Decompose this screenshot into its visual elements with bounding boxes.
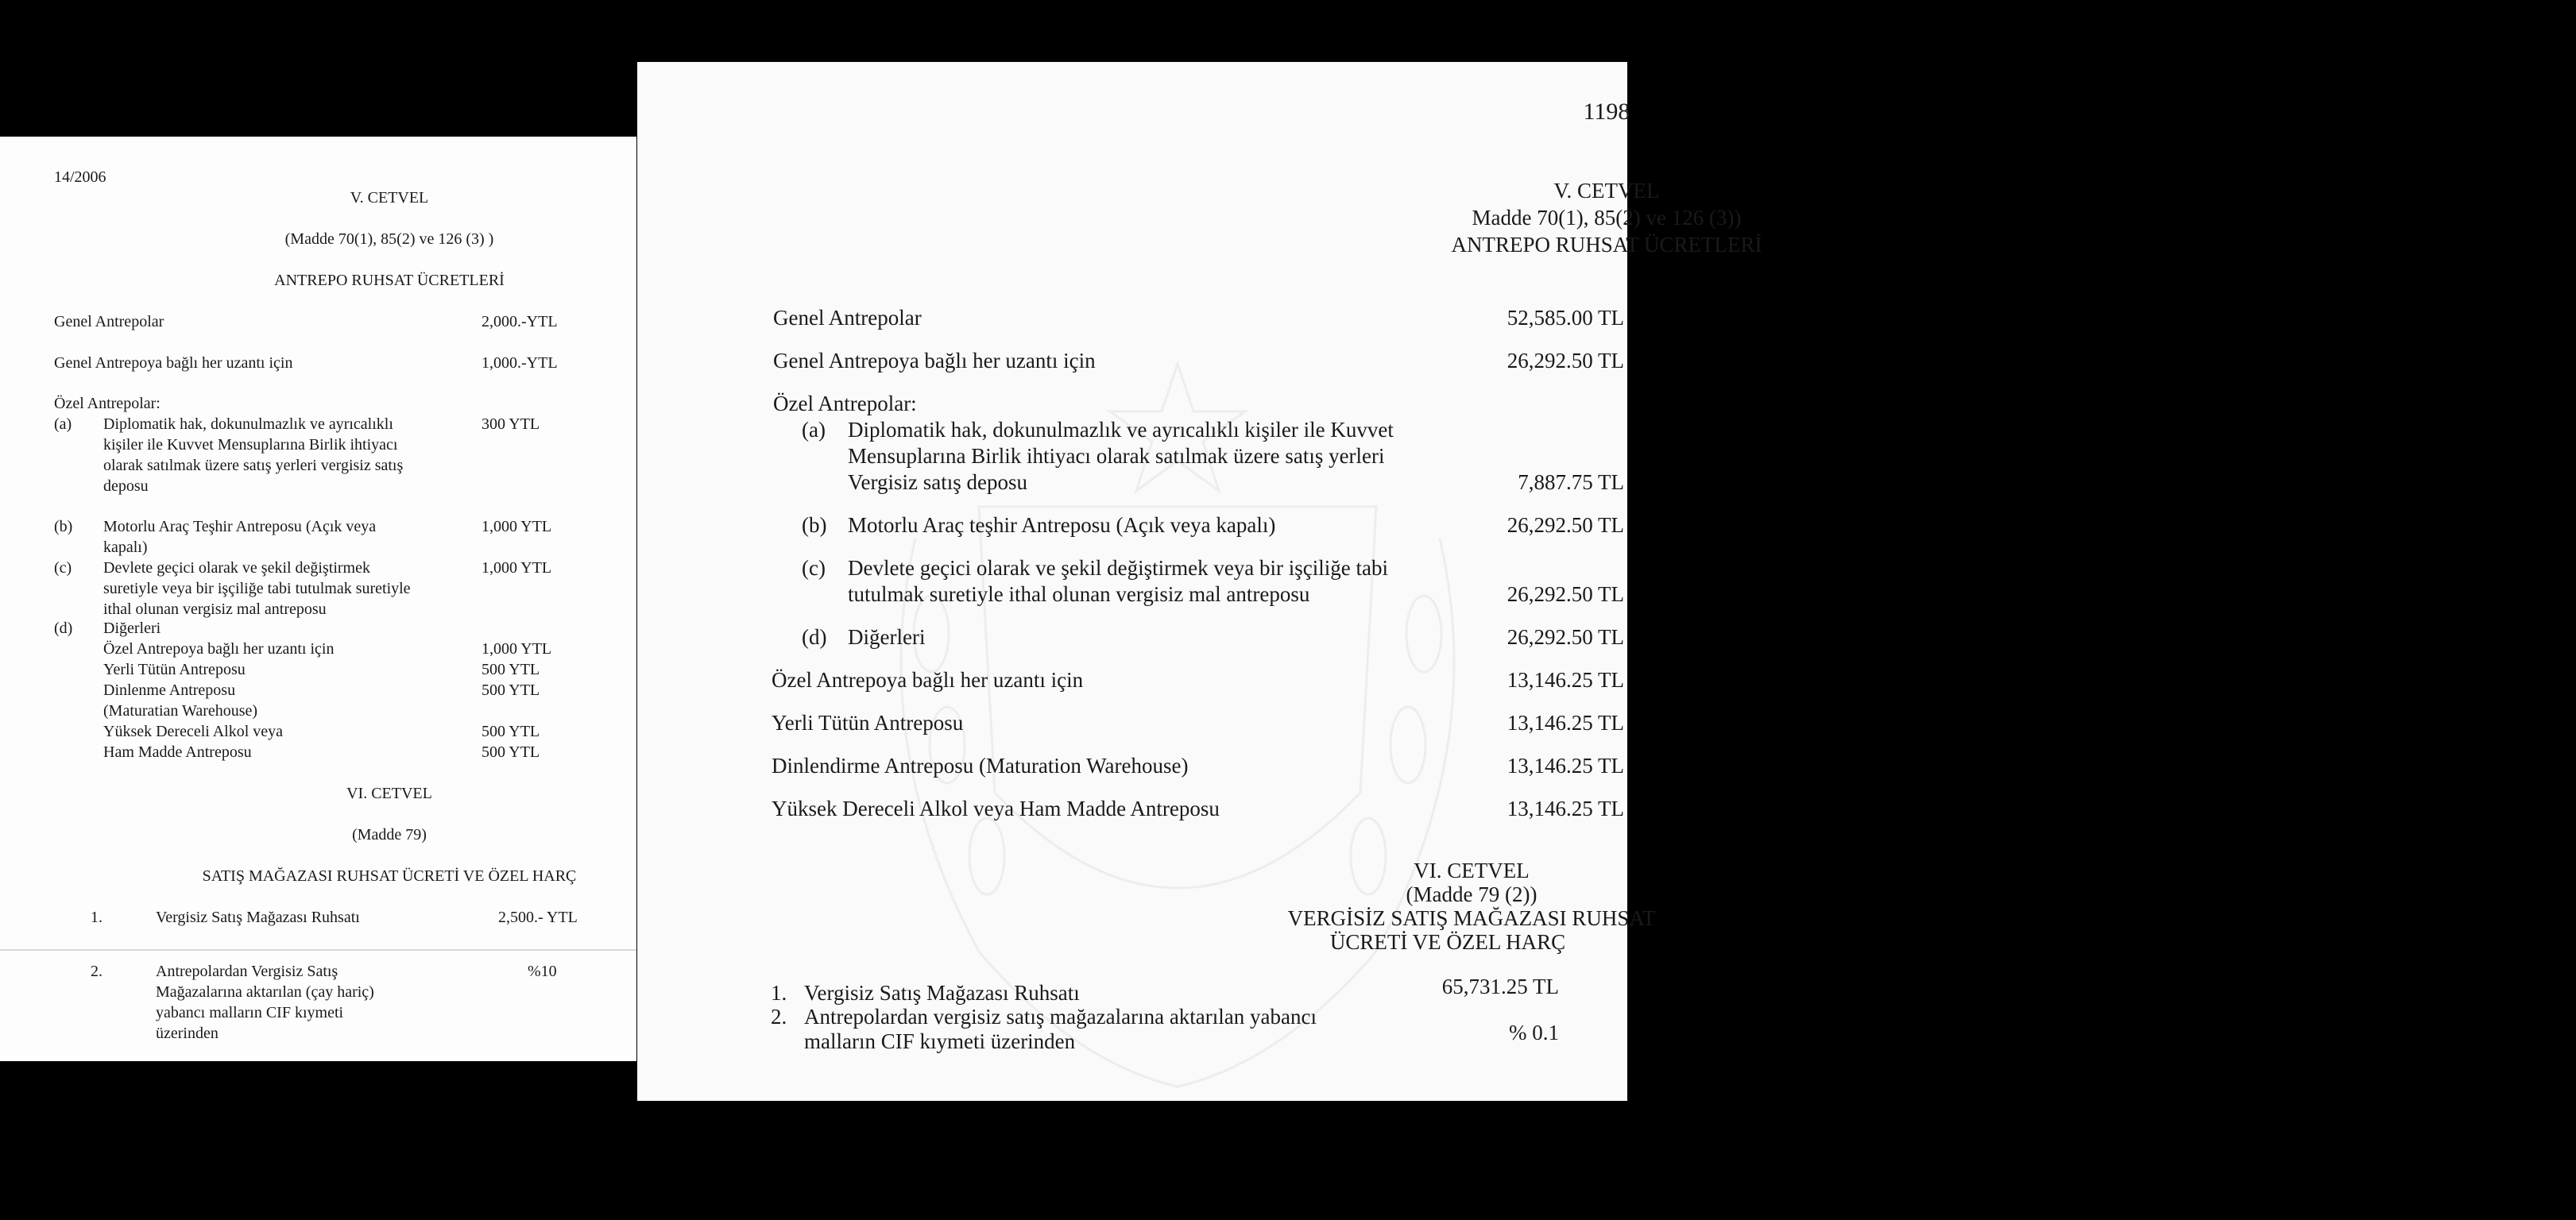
item-c-line: suretiyle veya bir işçiliğe tabi tutulmak suretiyle [103,580,411,597]
extra-item-value: 13,146.25 TL [1507,797,1624,820]
item-c-line: Devlete geçici olarak ve şekil değiştirmek [103,559,370,577]
v-cetvel-madde: Madde 70(1), 85(2) ve 126 (3)) [1472,206,1742,230]
genel-uzanti-value: 1,000.-YTL [482,354,558,372]
vi-item-1-value: 2,500.- YTL [498,909,578,926]
item-d-marker: (d) [54,620,73,637]
vi-cetvel-madde: (Madde 79) [352,826,427,844]
item-d-sub-value: 500 YTL [482,723,540,740]
extra-item-label: Özel Antrepoya bağlı her uzantı için [772,668,1084,692]
item-a-line: Mensuplarına Birlik ihtiyacı olarak satılmak üzere satış yerleri [848,444,1385,468]
item-a-line: Diplomatik hak, dokunulmazlık ve ayrıcalıklı kişiler ile Kuvvet [848,418,1394,442]
ozel-antrepolar-heading: Özel Antrepolar: [54,395,161,412]
item-d-marker: (d) [802,625,827,649]
item-d-sub-value: 1,000 YTL [482,640,552,658]
vi-item-2-line: yabancı malların CIF kıymeti [156,1004,344,1021]
item-d-sub-label: Dinlenme Antreposu [103,681,236,699]
date-label: 14/2006 [54,168,106,186]
item-d-label: Diğerleri [103,620,161,637]
vi-item-1-value: 65,731.25 TL [1441,975,1559,998]
vi-cetvel-title: VI. CETVEL [1414,859,1530,882]
item-c-line: tutulmak suretiyle ithal olunan vergisiz mal antreposu [848,582,1310,606]
item-c-line: Devlete geçici olarak ve şekil değiştirmek veya bir işçiliğe tabi [848,556,1388,580]
item-a-value: 7,887.75 TL [1518,470,1624,494]
item-a-line: kişiler ile Kuvvet Mensuplarına Birlik ihtiyacı [103,436,398,454]
item-a-line: deposu [103,477,149,495]
vi-item-2-line: Antrepolardan vergisiz satış mağazalarına aktarılan yabancı [804,1005,1317,1029]
vi-item-2-number: 2. [91,963,102,980]
extra-item-label: Yüksek Dereceli Alkol veya Ham Madde Antreposu [772,797,1220,820]
item-d-sub-label: Özel Antrepoya bağlı her uzantı için [103,640,335,658]
page-number: 1198 [1583,98,1630,125]
v-cetvel-heading: ANTREPO RUHSAT ÜCRETLERİ [1451,233,1762,257]
vi-cetvel-title: VI. CETVEL [346,785,432,802]
item-d-sub-label: Yerli Tütün Antreposu [103,661,246,678]
extra-item-value: 13,146.25 TL [1507,754,1624,778]
genel-uzanti-label: Genel Antrepoya bağlı her uzantı için [54,354,293,372]
item-d-value: 26,292.50 TL [1507,625,1624,649]
item-c-line: ithal olunan vergisiz mal antreposu [103,600,327,618]
extra-item-value: 13,146.25 TL [1507,711,1624,735]
item-d-sub-value: 500 YTL [482,743,540,761]
item-a-line: Vergisiz satış deposu [848,470,1027,494]
right-page [637,62,1762,1101]
genel-antrepolar-value: 2,000.-YTL [482,313,558,330]
v-cetvel-madde: (Madde 70(1), 85(2) ve 126 (3) ) [284,230,494,248]
vi-item-2-line: üzerinden [156,1025,219,1042]
vi-item-1-number: 1. [91,909,102,926]
item-d-sub-label: (Maturatian Warehouse) [103,702,258,720]
vi-item-2-line: Antrepolardan Vergisiz Satış [156,963,338,980]
item-d-sub-value: 500 YTL [482,681,540,699]
item-a-marker: (a) [54,415,72,433]
item-d-label: Diğerleri [848,625,926,649]
v-cetvel-heading: ANTREPO RUHSAT ÜCRETLERİ [274,272,505,289]
extra-item-label: Dinlendirme Antreposu (Maturation Warehouse) [772,754,1189,778]
item-a-line: olarak satılmak üzere satış yerleri vergisiz satış [103,457,404,474]
item-a-marker: (a) [802,418,826,442]
item-b-line: kapalı) [103,539,148,556]
genel-antrepolar-label: Genel Antrepolar [773,306,922,330]
extra-item-value: 13,146.25 TL [1507,668,1624,692]
item-a-line: Diplomatik hak, dokunulmazlık ve ayrıcalıklı [103,415,393,433]
vi-cetvel-heading: VERGİSİZ SATIŞ MAĞAZASI RUHSAT [1287,906,1656,930]
vi-item-1-label: Vergisiz Satış Mağazası Ruhsatı [156,909,360,926]
genel-uzanti-value: 26,292.50 TL [1507,349,1624,373]
vi-item-1-number: 1. [771,981,787,1005]
v-cetvel-title: V. CETVEL [1553,179,1660,203]
item-b-value: 26,292.50 TL [1507,513,1624,537]
vi-cetvel-madde: (Madde 79 (2)) [1406,882,1537,906]
ozel-antrepolar-heading: Özel Antrepolar: [773,392,917,415]
extra-item-label: Yerli Tütün Antreposu [772,711,964,735]
vi-cetvel-heading: SATIŞ MAĞAZASI RUHSAT ÜCRETİ VE ÖZEL HARÇ [202,867,577,885]
item-d-sub-value: 500 YTL [482,661,540,678]
vi-item-2-value: %10 [528,963,557,980]
item-c-marker: (c) [54,559,72,577]
genel-antrepolar-label: Genel Antrepolar [54,313,164,330]
item-d-sub-label: Yüksek Dereceli Alkol veya [103,723,284,740]
left-page [0,137,636,1061]
vi-item-2-line: malların CIF kıymeti üzerinden [804,1029,1076,1053]
genel-antrepolar-value: 52,585.00 TL [1507,306,1624,330]
vi-item-2-number: 2. [771,1005,787,1029]
item-b-marker: (b) [54,518,73,535]
genel-uzanti-label: Genel Antrepoya bağlı her uzantı için [773,349,1096,373]
vi-item-2-line: Mağazalarına aktarılan (çay hariç) [156,983,374,1001]
item-c-value: 1,000 YTL [482,559,552,577]
item-c-marker: (c) [802,556,826,580]
item-b-label: Motorlu Araç teşhir Antreposu (Açık veya kapalı) [848,513,1276,537]
item-d-sub-label: Ham Madde Antreposu [103,743,252,761]
item-b-marker: (b) [802,513,827,537]
v-cetvel-title: V. CETVEL [350,189,429,207]
page-fold-line [0,949,636,951]
vi-item-2-value: % 0.1 [1509,1021,1559,1044]
item-c-value: 26,292.50 TL [1507,582,1624,606]
item-b-value: 1,000 YTL [482,518,552,535]
vi-cetvel-heading: ÜCRETİ VE ÖZEL HARÇ [1329,930,1566,954]
item-a-value: 300 YTL [482,415,540,433]
item-b-line: Motorlu Araç Teşhir Antreposu (Açık veya [103,518,377,535]
vi-item-1-label: Vergisiz Satış Mağazası Ruhsatı [804,981,1080,1005]
